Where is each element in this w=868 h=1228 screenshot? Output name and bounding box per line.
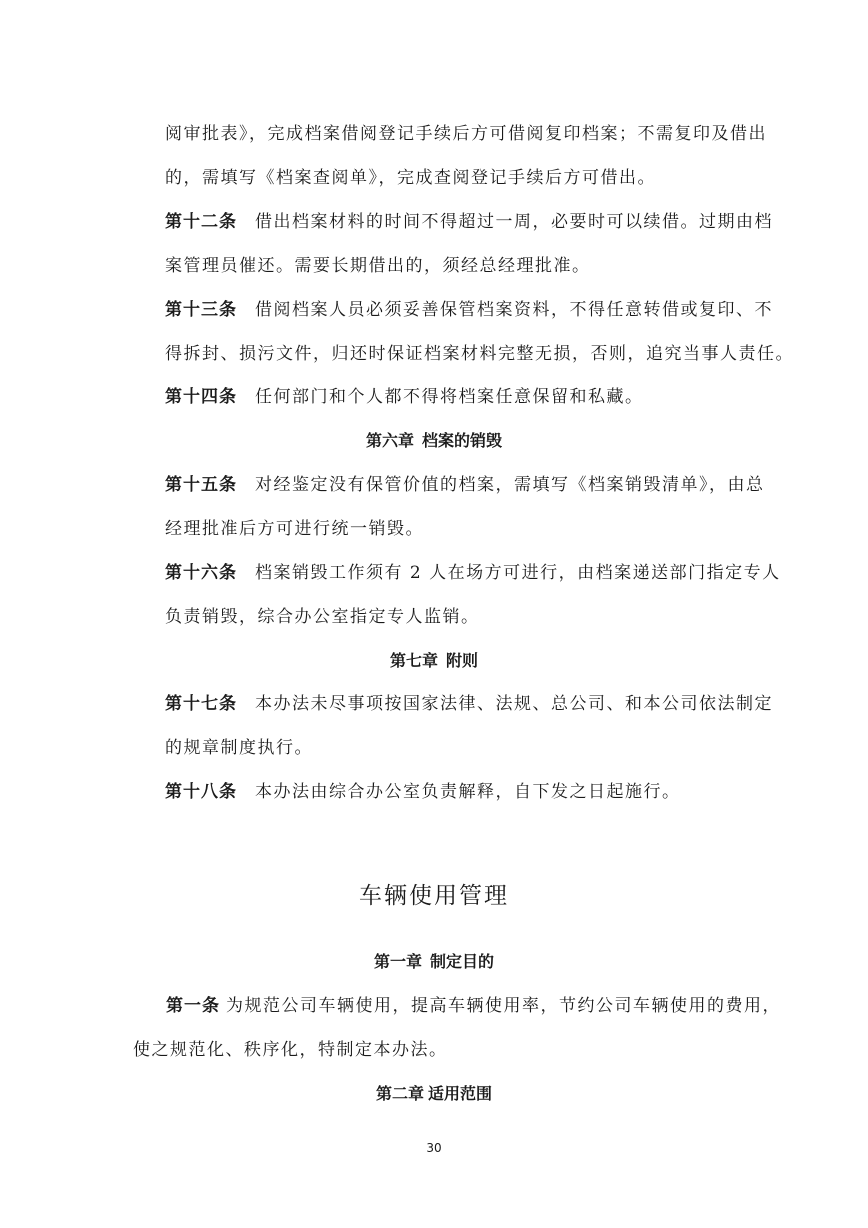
text-line bbox=[165, 166, 656, 190]
article-17 bbox=[165, 692, 773, 716]
chapter-title: 制定目的 bbox=[430, 952, 495, 971]
paragraph-text: 使之规范化、秩序化，特制定本办法。 bbox=[133, 1040, 448, 1060]
paragraph-text: 经理批准后方可进行统一销毁。 bbox=[165, 519, 424, 539]
text-line bbox=[165, 254, 591, 278]
paragraph-text: 借出档案材料的时间不得超过一周，必要时可以续借。过期由档 bbox=[255, 212, 773, 232]
article-16 bbox=[165, 561, 781, 585]
paragraph-text: 得拆封、损污文件，归还时保证档案材料完整无损，否则，追究当事人责任。 bbox=[165, 344, 794, 364]
chapter-1-heading bbox=[0, 950, 868, 974]
article-label: 第十三条 bbox=[165, 300, 237, 320]
article-15 bbox=[165, 473, 765, 497]
chapter-6-heading bbox=[0, 429, 868, 453]
text-line bbox=[165, 736, 313, 760]
chapter-title: 适用范围 bbox=[428, 1084, 493, 1103]
chapter-number: 第六章 bbox=[365, 431, 414, 450]
article-label: 第十八条 bbox=[165, 782, 237, 802]
paragraph-text: 借阅档案人员必须妥善保管档案资料，不得任意转借或复印、不 bbox=[255, 300, 773, 320]
article-14 bbox=[165, 385, 644, 409]
chapter-number: 第一章 bbox=[373, 952, 422, 971]
paragraph-text: 本办法未尽事项按国家法律、法规、总公司、和本公司依法制定 bbox=[255, 694, 773, 714]
chapter-number: 第二章 bbox=[375, 1084, 424, 1103]
paragraph-text: 本办法由综合办公室负责解释，自下发之日起施行。 bbox=[255, 782, 681, 802]
text-line bbox=[165, 517, 424, 541]
text-line bbox=[165, 342, 794, 366]
article-13 bbox=[165, 298, 773, 322]
article-18 bbox=[165, 780, 681, 804]
paragraph-text: 对经鉴定没有保管价值的档案，需填写《档案销毁清单》，由总 bbox=[255, 475, 765, 495]
chapter-2-heading bbox=[0, 1082, 868, 1106]
paragraph-text: 的，需填写《档案查阅单》，完成查阅登记手续后方可借出。 bbox=[165, 168, 656, 188]
chapter-title: 档案的销毁 bbox=[422, 431, 503, 450]
text-line bbox=[165, 122, 767, 146]
paragraph-text: 任何部门和个人都不得将档案任意保留和私藏。 bbox=[255, 387, 644, 407]
article-label: 第一条 bbox=[166, 996, 220, 1016]
text-line bbox=[133, 1038, 448, 1062]
text-line bbox=[165, 605, 480, 629]
article-label: 第十二条 bbox=[165, 212, 237, 232]
chapter-7-heading bbox=[0, 649, 868, 673]
paragraph-text: 档案销毁工作须有 2 人在场方可进行，由档案递送部门指定专人 bbox=[255, 563, 781, 583]
article-12 bbox=[165, 210, 773, 234]
article-label: 第十四条 bbox=[165, 387, 237, 407]
paragraph-text: 为规范公司车辆使用，提高车辆使用率，节约公司车辆使用的费用， bbox=[226, 996, 781, 1016]
paragraph-text: 的规章制度执行。 bbox=[165, 738, 313, 758]
section-title: 车辆使用管理 bbox=[359, 883, 509, 909]
paragraph-text: 阅审批表》，完成档案借阅登记手续后方可借阅复印档案；不需复印及借出 bbox=[165, 124, 767, 144]
article-label: 第十六条 bbox=[165, 563, 237, 583]
chapter-title: 附则 bbox=[446, 651, 479, 670]
chapter-number: 第七章 bbox=[389, 651, 438, 670]
page-number: 30 bbox=[426, 1141, 442, 1155]
article-1 bbox=[166, 994, 781, 1018]
paragraph-text: 案管理员催还。需要长期借出的，须经总经理批准。 bbox=[165, 256, 591, 276]
article-label: 第十七条 bbox=[165, 694, 237, 714]
paragraph-text: 负责销毁，综合办公室指定专人监销。 bbox=[165, 607, 480, 627]
article-label: 第十五条 bbox=[165, 475, 237, 495]
